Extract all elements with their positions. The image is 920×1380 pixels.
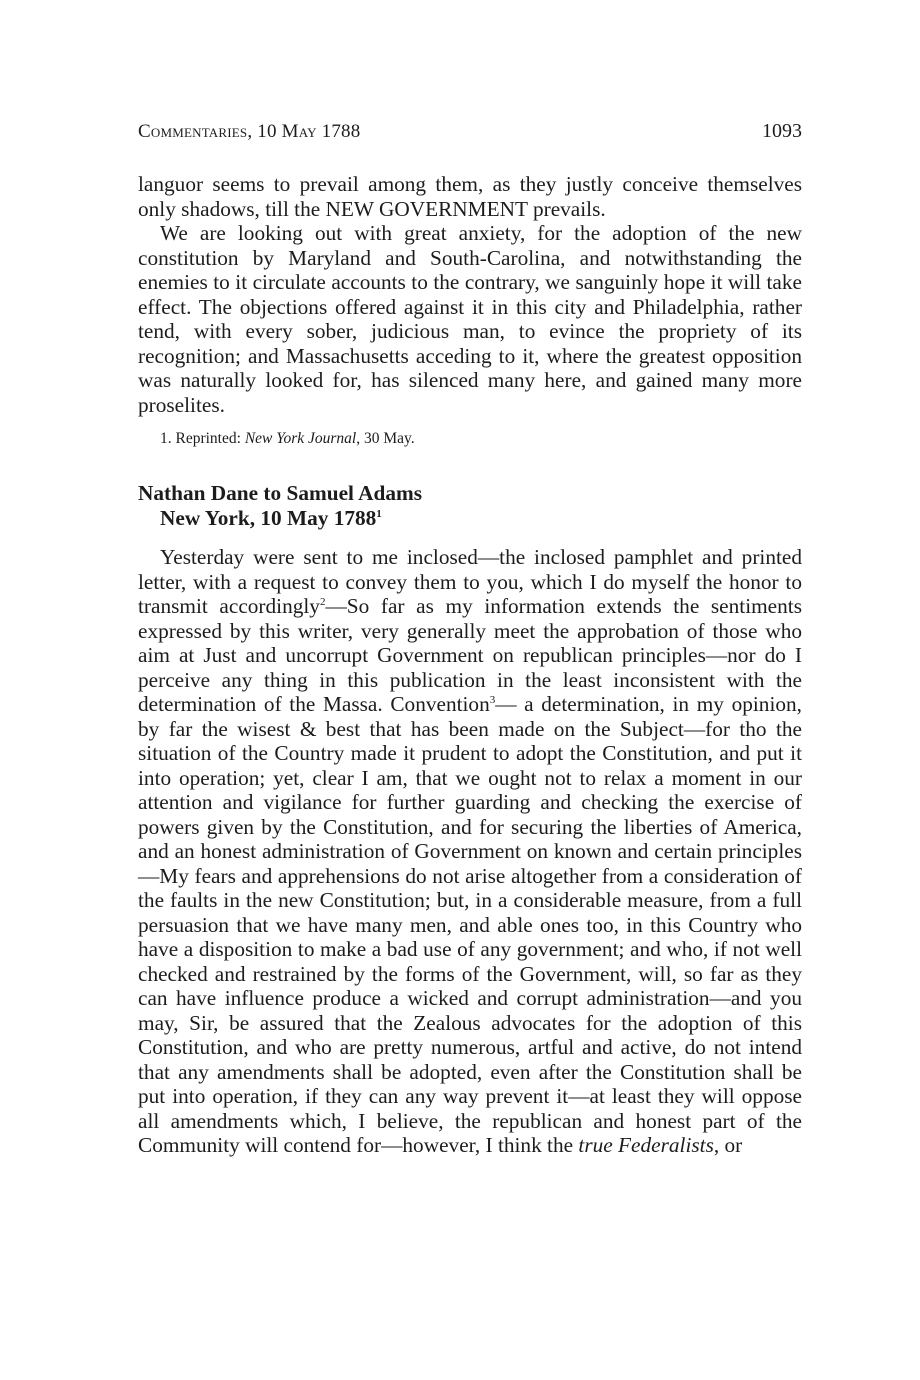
- letter-body-part3: — a determination, in my opinion, by far the wisest & best that has been made on the Subject—for tho the situation of the Country made it prudent to adopt the Constitution, and put it into operation; yet, clear I am, that we ought not to relax a moment in our attention and vigilance for further guarding and checking the exercise of powers given by the Constitution, and for securing the liberties of America, and an honest administration of Government on known and certain principles—My fears and apprehensions do not arise altogether from a consideration of the faults in the new Constitution; but, in a considerable measure, from a full persuasion that we have many men, and able ones too, in this Country who have a disposition to make a bad use of any government; and who, if not well checked and restrained by the forms of the Government, will, so far as they can have influence produce a wicked and corrupt administration—and you may, Sir, be assured that the Zealous advocates for the adoption of this Constitution, and who are pretty numerous, artful and active, do not intend that any amendments shall be adopted, even after the Constitution shall be put into operation, if they can any way prevent it—at least they will oppose all amendments which, I believe, the republican and honest part of the Community will contend for—however, I think the: [138, 692, 802, 1157]
- letter-body-part1: Yesterday were sent to me inclosed—the inclosed pamphlet and printed letter, with a request to convey them to you, which I do myself the honor to transmit accordingly: [138, 545, 802, 618]
- note-ref-3: 3: [489, 693, 496, 706]
- note-ref-1: 1: [376, 507, 382, 520]
- letter-date: New York, 10 May 1788: [160, 506, 377, 530]
- running-header: [138, 120, 802, 150]
- page-number: 1093: [762, 120, 802, 142]
- running-title: Commentaries, 10 May 1788: [138, 121, 361, 142]
- footnote-prefix: 1. Reprinted:: [160, 430, 245, 447]
- letter-body: [138, 545, 802, 1158]
- document-page: [138, 120, 802, 1158]
- letter-title: Nathan Dane to Samuel Adams: [138, 481, 422, 505]
- letter-body-part2: —So far as my information extends the sentiments expressed by this writer, very generally meet the approbation of those who aim at Just and uncorrupt Government on republican principles—nor do I perceive any thing in this publication in the least inconsistent with the determination of the Massa. Convention: [138, 594, 802, 716]
- letter-body-end: , or: [713, 1133, 743, 1157]
- letter-body-italic: true Federalists: [578, 1133, 714, 1157]
- paragraph-continuation: languor seems to prevail among them, as they justly conceive themselves only shadows, till the NEW GOVERNMENT prevails.: [138, 172, 802, 221]
- letter-heading: [138, 481, 802, 531]
- footnote-reprinted: [160, 429, 802, 449]
- paragraph-adoption: We are looking out with great anxiety, for the adoption of the new constitution by Maryland and South-Carolina, and notwithstanding the enemies to it circulate accounts to the contrary, we sanguinly hope it will take effect. The objections offered against it in this city and Philadelphia, rather tend, with every sober, judicious man, to evince the propriety of its recognition; and Massachusetts acceding to it, where the greatest opposition was naturally looked for, has silenced many here, and gained many more proselites.: [138, 221, 802, 417]
- footnote-suffix: , 30 May.: [356, 430, 415, 447]
- footnote-source: New York Journal: [244, 430, 357, 447]
- note-ref-2: 2: [319, 595, 326, 608]
- letter-dateline: [138, 506, 802, 531]
